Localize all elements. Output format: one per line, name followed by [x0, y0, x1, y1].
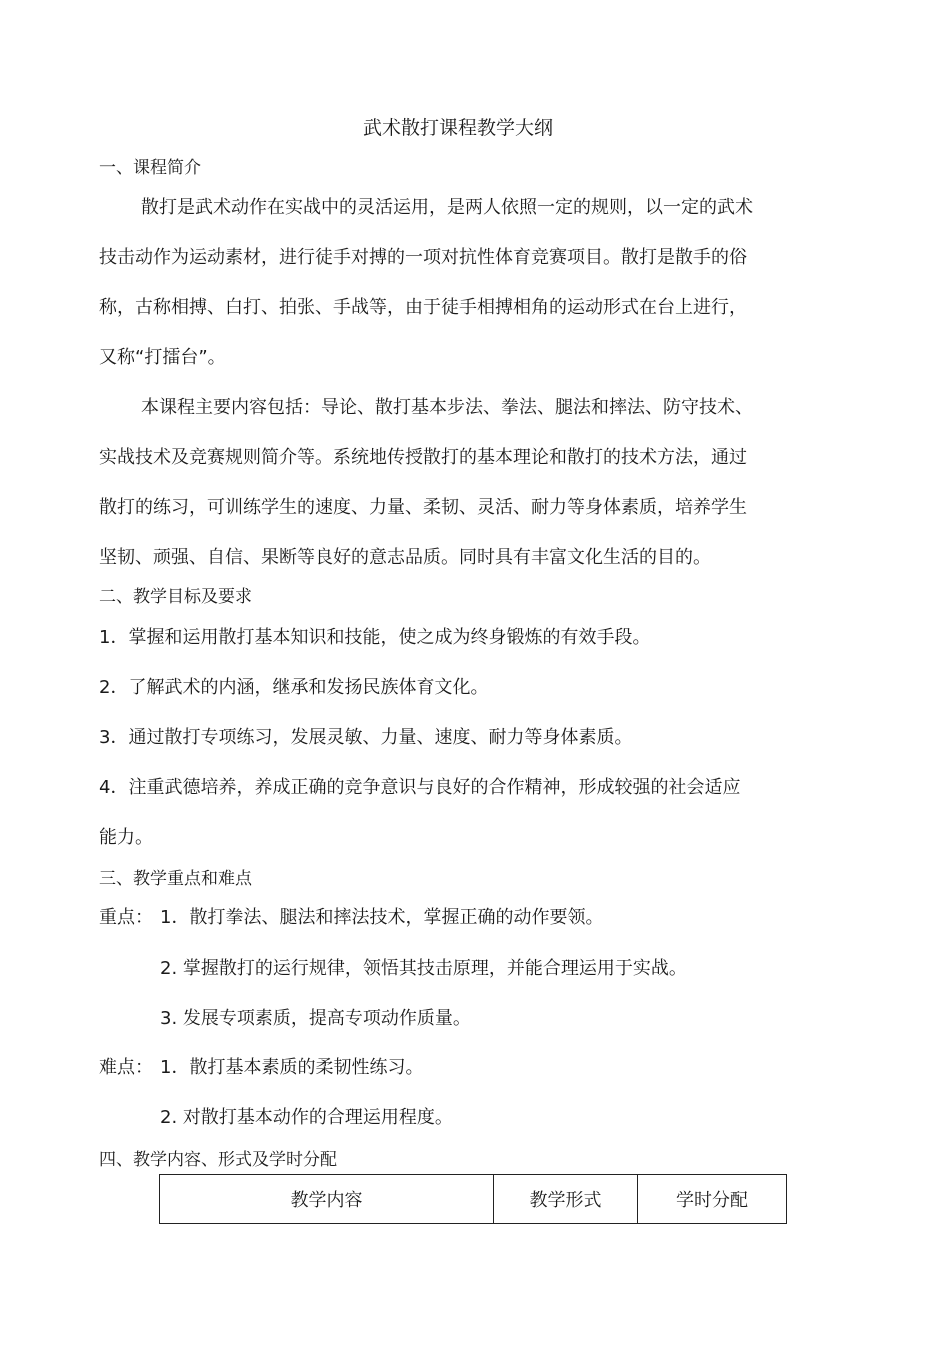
intro-p2-line-3: 散打的练习，可训练学生的速度、力量、柔韧、灵活、耐力等身体素质，培养学生	[99, 497, 747, 518]
table-header-row	[160, 1175, 787, 1224]
section-heading-intro: 一、课程简介	[99, 158, 201, 178]
section-heading-objectives: 二、教学目标及要求	[99, 587, 252, 607]
difficulty-item-1: 1．散打基本素质的柔韧性练习。	[160, 1057, 424, 1078]
intro-p1-line-3: 称，古称相搏、白打、拍张、手战等，由于徒手相搏相角的运动形式在台上进行，	[99, 297, 747, 318]
objective-item-4: 4．注重武德培养，养成正确的竞争意识与良好的合作精神，形成较强的社会适应	[99, 777, 741, 798]
document-title: 武术散打课程教学大纲	[363, 117, 554, 139]
key-point-item-2: 2. 掌握散打的运行规律，领悟其技击原理，并能合理运用于实战。	[160, 958, 687, 979]
objective-item-4-continued: 能力。	[99, 827, 153, 848]
intro-p1-line-4: 又称“打擂台”。	[99, 347, 226, 368]
intro-p1-line-2: 技击动作为运动素材，进行徒手对搏的一项对抗性体育竞赛项目。散打是散手的俗	[99, 247, 747, 268]
objective-item-1: 1．掌握和运用散打基本知识和技能，使之成为终身锻炼的有效手段。	[99, 627, 651, 648]
intro-p2-line-2: 实战技术及竞赛规则简介等。系统地传授散打的基本理论和散打的技术方法，通过	[99, 447, 747, 468]
intro-p2-line-1: 本课程主要内容包括：导论、散打基本步法、拳法、腿法和摔法、防守技术、	[141, 397, 753, 418]
table-header-hours: 学时分配	[638, 1175, 787, 1224]
difficulty-item-2: 2. 对散打基本动作的合理运用程度。	[160, 1107, 453, 1128]
intro-p1-line-1: 散打是武术动作在实战中的灵活运用，是两人依照一定的规则，以一定的武术	[141, 197, 753, 218]
difficulties-label: 难点：	[99, 1057, 153, 1078]
table-header-format: 教学形式	[494, 1175, 638, 1224]
objective-item-3: 3．通过散打专项练习，发展灵敏、力量、速度、耐力等身体素质。	[99, 727, 633, 748]
key-point-item-3: 3. 发展专项素质，提高专项动作质量。	[160, 1008, 471, 1029]
table-header-content: 教学内容	[160, 1175, 494, 1224]
section-heading-schedule: 四、教学内容、形式及学时分配	[99, 1150, 337, 1170]
key-point-item-1: 1．散打拳法、腿法和摔法技术，掌握正确的动作要领。	[160, 907, 604, 928]
schedule-table	[159, 1174, 787, 1224]
key-points-label: 重点：	[99, 907, 153, 928]
objective-item-2: 2．了解武术的内涵，继承和发扬民族体育文化。	[99, 677, 489, 698]
intro-p2-line-4: 坚韧、顽强、自信、果断等良好的意志品质。同时具有丰富文化生活的目的。	[99, 547, 711, 568]
section-heading-key-points: 三、教学重点和难点	[99, 869, 252, 889]
